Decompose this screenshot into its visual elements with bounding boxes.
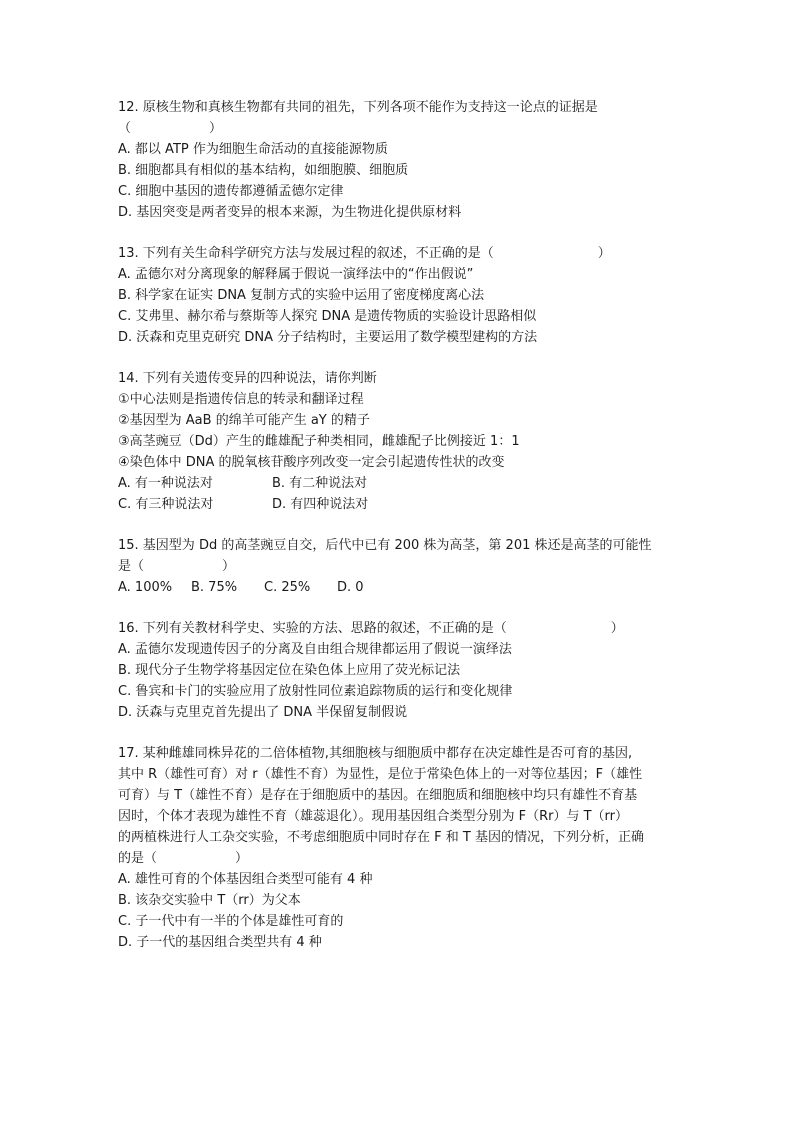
question-stem: 17. 某种雌雄同株异花的二倍体植物,其细胞核与细胞质中都存在决定雄性是否可育的基因, — [118, 746, 633, 761]
question-15 — [118, 535, 688, 598]
statement-1: ①中心法则是指遗传信息的转录和翻译过程 — [118, 392, 364, 407]
option-b: B. 该杂交实验中 T（rr）为父本 — [118, 893, 301, 908]
question-16 — [118, 618, 688, 723]
option-d: D. 子一代的基因组合类型共有 4 种 — [118, 935, 322, 950]
question-stem: （ ） — [118, 121, 223, 136]
option-d: D. 0 — [337, 580, 364, 595]
option-c: C. 艾弗里、赫尔希与蔡斯等人探究 DNA 是遗传物质的实验设计思路相似 — [118, 309, 537, 324]
question-stem: 因时，个体才表现为雄性不育（雄蕊退化）。现用基因组合类型分别为 F（Rr）与 T（rr） — [118, 809, 629, 824]
question-12 — [118, 97, 688, 223]
option-a: A. 雄性可育的个体基因组合类型可能有 4 种 — [118, 872, 373, 887]
statement-2: ②基因型为 AaB 的绵羊可能产生 aY 的精子 — [118, 413, 370, 428]
question-stem: 15. 基因型为 Dd 的高茎豌豆自交，后代中已有 200 株为高茎，第 201 株还是高茎的可能性 — [118, 538, 652, 553]
question-stem: 的两植株进行人工杂交实验，不考虑细胞质中同时存在 F 和 T 基因的情况，下列分析，正确 — [118, 830, 644, 845]
option-a: A. 有一种说法对 — [118, 476, 213, 491]
option-b: B. 细胞都具有相似的基本结构，如细胞膜、细胞质 — [118, 163, 409, 178]
option-d: D. 沃森和克里克研究 DNA 分子结构时，主要运用了数学模型建构的方法 — [118, 330, 538, 345]
option-c: C. 有三种说法对 — [118, 497, 214, 512]
question-stem: 的是（ ） — [118, 851, 249, 866]
option-b: B. 科学家在证实 DNA 复制方式的实验中运用了密度梯度离心法 — [118, 288, 485, 303]
option-a: A. 孟德尔对分离现象的解释属于假说一演绎法中的“作出假说” — [118, 267, 474, 282]
question-stem: 16. 下列有关教材科学史、实验的方法、思路的叙述，不正确的是（ ） — [118, 621, 624, 636]
question-stem: 是（ ） — [118, 559, 236, 574]
option-b: B. 现代分子生物学将基因定位在染色体上应用了荧光标记法 — [118, 663, 461, 678]
question-stem: 14. 下列有关遗传变异的四种说法，请你判断 — [118, 371, 377, 386]
option-row — [118, 577, 688, 598]
question-17 — [118, 743, 688, 953]
option-b: B. 75% — [191, 580, 238, 595]
option-a: A. 孟德尔发现遗传因子的分离及自由组合规律都运用了假说一演绎法 — [118, 642, 512, 657]
option-c: C. 鲁宾和卡门的实验应用了放射性同位素追踪物质的运行和变化规律 — [118, 684, 513, 699]
option-c: C. 细胞中基因的遗传都遵循孟德尔定律 — [118, 184, 344, 199]
statement-3: ③高茎豌豆（Dd）产生的雌雄配子种类相同，雌雄配子比例接近 1：1 — [118, 434, 520, 449]
question-stem: 12. 原核生物和真核生物都有共同的祖先，下列各项不能作为支持这一论点的证据是 — [118, 100, 598, 115]
option-row — [118, 494, 688, 515]
question-13 — [118, 243, 688, 348]
option-a: A. 100% — [118, 580, 173, 595]
exam-content — [118, 97, 688, 973]
question-stem: 其中 R（雄性可育）对 r（雄性不育）为显性，是位于常染色体上的一对等位基因；F（雄性 — [118, 767, 643, 782]
option-row — [118, 473, 688, 494]
option-d: D. 沃森与克里克首先提出了 DNA 半保留复制假说 — [118, 705, 408, 720]
option-c: C. 子一代中有一半的个体是雄性可育的 — [118, 914, 344, 929]
option-a: A. 都以 ATP 作为细胞生命活动的直接能源物质 — [118, 142, 388, 157]
option-d: D. 基因突变是两者变异的根本来源，为生物进化提供原材料 — [118, 205, 462, 220]
option-c: C. 25% — [264, 580, 311, 595]
question-stem: 13. 下列有关生命科学研究方法与发展过程的叙述，不正确的是（ ） — [118, 246, 611, 261]
option-d: D. 有四种说法对 — [272, 497, 369, 512]
question-14 — [118, 368, 688, 515]
option-b: B. 有二种说法对 — [272, 476, 368, 491]
statement-4: ④染色体中 DNA 的脱氧核苷酸序列改变一定会引起遗传性状的改变 — [118, 455, 505, 470]
question-stem: 可育）与 T（雄性不育）是存在于细胞质中的基因。在细胞质和细胞核中均只有雄性不育基 — [118, 788, 638, 803]
